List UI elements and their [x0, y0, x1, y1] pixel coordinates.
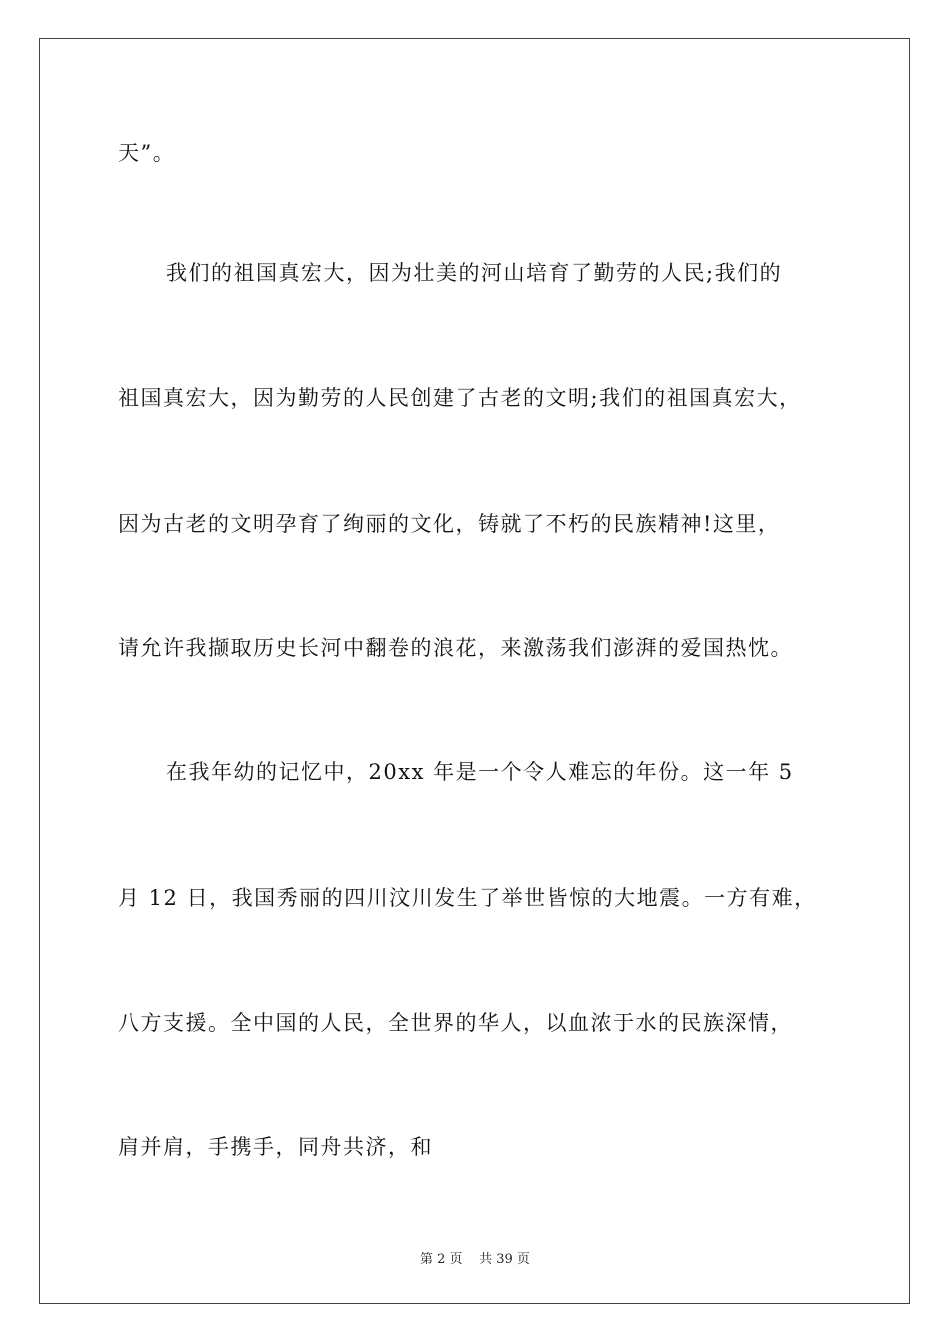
text-line: 请允许我撷取历史长河中翻卷的浪花，来激荡我们澎湃的爱国热忱。 — [118, 636, 793, 660]
page-footer — [0, 1248, 950, 1267]
page-total: 共 39 页 — [479, 1252, 530, 1267]
paragraph-start-line: 在我年幼的记忆中，20xx 年是一个令人难忘的年份。这一年 5 — [166, 760, 794, 784]
text-line: 肩并肩，手携手，同舟共济，和 — [118, 1135, 433, 1159]
paragraph-start-line: 我们的祖国真宏大，因为壮美的河山培育了勤劳的人民;我们的 — [166, 261, 783, 285]
text-line: 天”。 — [118, 141, 176, 165]
text-line: 月 12 日，我国秀丽的四川汶川发生了举世皆惊的大地震。一方有难， — [118, 886, 817, 910]
page-border — [39, 38, 910, 1304]
page-number: 第 2 页 — [420, 1252, 463, 1267]
text-line: 祖国真宏大，因为勤劳的人民创建了古老的文明;我们的祖国真宏大， — [118, 386, 802, 410]
text-line: 八方支援。全中国的人民，全世界的华人，以血浓于水的民族深情， — [118, 1011, 793, 1035]
text-line: 因为古老的文明孕育了绚丽的文化，铸就了不朽的民族精神!这里， — [118, 512, 781, 536]
